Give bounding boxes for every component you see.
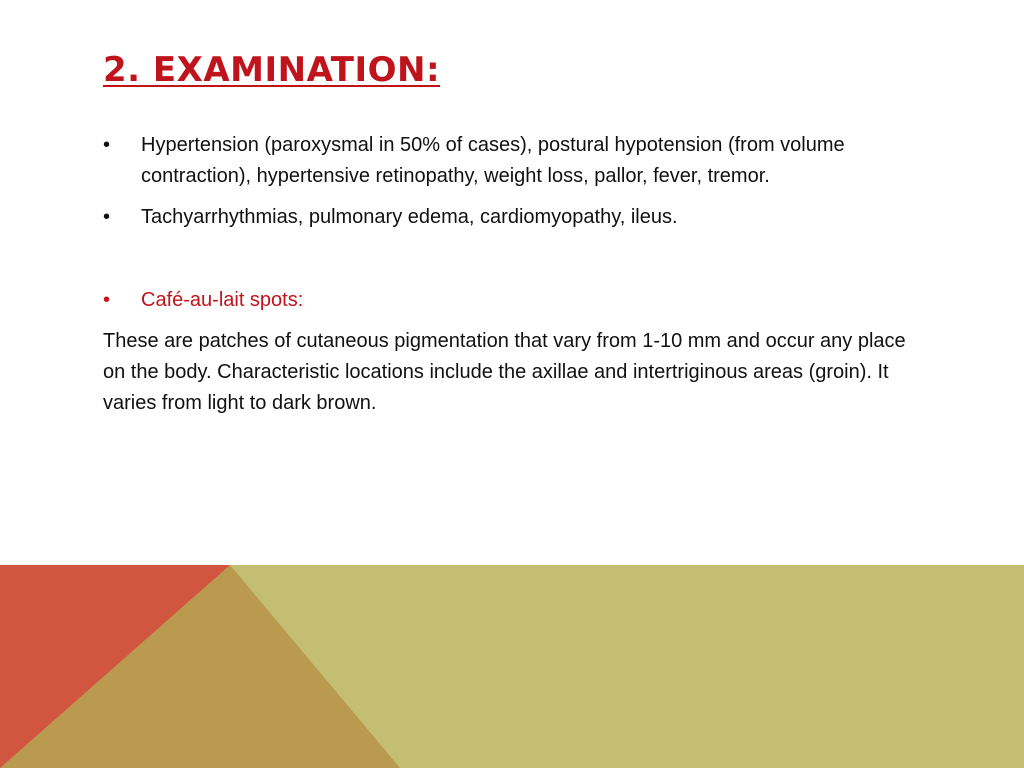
spacer <box>103 243 933 285</box>
slide-title: 2. EXAMINATION: <box>103 50 441 90</box>
slide-content <box>103 130 933 419</box>
bullet-marker: • <box>103 134 111 156</box>
bullet-text: Hypertension (paroxysmal in 50% of cases), postural hypotension (from volume contraction), hypertensive retinopathy, weight loss, pallor, fever, tremor. <box>141 134 845 187</box>
bullet-text: Tachyarrhythmias, pulmonary edema, cardiomyopathy, ileus. <box>141 206 678 228</box>
bullet-marker: • <box>103 206 111 228</box>
decorative-footer-shapes <box>0 565 1024 768</box>
bullet-marker: • <box>103 289 111 311</box>
bullet-item-hypertension <box>103 130 933 192</box>
subheading-text: Café-au-lait spots: <box>141 289 304 311</box>
subheading-cafe-au-lait <box>103 285 933 316</box>
description-paragraph: These are patches of cutaneous pigmentation that vary from 1-10 mm and occur any place on the body. Characteristic locations include the axillae and intertriginous areas (groin). It varies from light to dark brown. <box>103 330 906 414</box>
bullet-item-tachyarrhythmias <box>103 202 933 233</box>
